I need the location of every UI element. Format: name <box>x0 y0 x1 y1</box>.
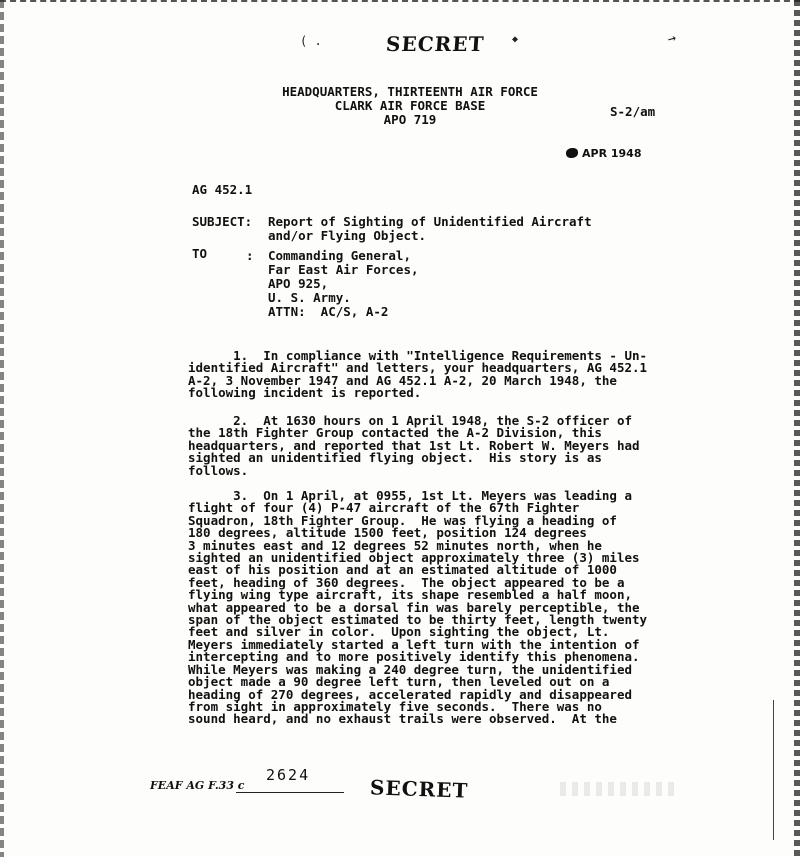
subject-text: Report of Sighting of Unidentified Aircraft and/or Flying Object. <box>268 214 592 243</box>
paragraph-2: 2. At 1630 hours on 1 April 1948, the S-2 officer of the 18th Fighter Group contacted the A-2 Division, this headquarters, and reported that 1st Lt. Robert W. Meyers had sighted an unidentified flying object. His story is as follows. <box>188 413 640 478</box>
to-address: Commanding General, Far East Air Forces, APO 925, U. S. Army. ATTN: AC/S, A-2 <box>268 248 419 319</box>
scan-scratch <box>773 700 774 840</box>
ink-blot-icon <box>566 148 578 158</box>
to-colon: : <box>246 248 254 263</box>
letterhead <box>270 85 550 127</box>
scan-mark-right: ↗ <box>664 28 680 48</box>
footer-underline <box>236 792 344 793</box>
reference-code: S-2/am <box>610 104 656 119</box>
date-stamp-text: APR 1948 <box>582 147 642 160</box>
scan-right-edge <box>794 0 800 857</box>
scan-left-edge <box>0 0 4 857</box>
scan-mark-diamond-icon: ◆ <box>512 34 519 45</box>
ag-number: AG 452.1 <box>192 182 253 197</box>
paragraph-1: 1. In compliance with "Intelligence Requirements - Un- identified Aircraft" and letters, your headquarters, AG 452.1 A-2, 3 November 1947 and AG 452.1 A-2, 20 March 1948, the following incident is reported. <box>188 348 648 401</box>
subject-label: SUBJECT: <box>192 214 253 229</box>
scan-mark-left: ( . <box>300 34 322 48</box>
letterhead-line-2: CLARK AIR FORCE BASE <box>334 98 486 113</box>
footer-reference: FEAF AG F.33 c <box>150 779 245 792</box>
scan-top-edge <box>0 0 800 12</box>
page-number: 2624 <box>266 766 311 784</box>
secret-stamp-bottom: SECRET <box>369 775 469 803</box>
secret-stamp-top: SECRET <box>385 32 486 56</box>
to-label: TO <box>192 246 208 261</box>
letterhead-line-1: HEADQUARTERS, THIRTEENTH AIR FORCE <box>282 84 538 99</box>
paragraph-3: 3. On 1 April, at 0955, 1st Lt. Meyers was leading a flight of four (4) P-47 aircraft of the 67th Fighter Squadron, 18th Fighter Group. He was flying a heading of 180 degrees, altitude 1500 feet, position 124 degrees 3 minutes east and 12 degrees 52 minutes north, when he sighted an unidentified object approximately three (3) miles east of his position and at an estimated altitude of 1000 feet, heading of 360 degrees. The object appeared to be a flying wing type aircraft, its shape resembled a half moon, what appeared to be a dorsal fin was barely perceptible, the span of the object estimated to be thirty feet, length twenty feet and silver in color. Upon sighting the object, Lt. Meyers immediately started a left turn with the intention of intercepting and to more positively identify this phenomena. While Meyers was making a 240 degree turn, the unidentified object made a 90 degree left turn, then leveled out on a heading of 270 degrees, accelerated rapidly and disappeared from sight in approximately five seconds. There was no sound heard, and no exhaust trails were observed. At the <box>188 488 648 727</box>
faint-scan-mark <box>560 782 680 796</box>
date-stamp <box>566 147 642 160</box>
letterhead-line-3: APO 719 <box>383 112 437 127</box>
